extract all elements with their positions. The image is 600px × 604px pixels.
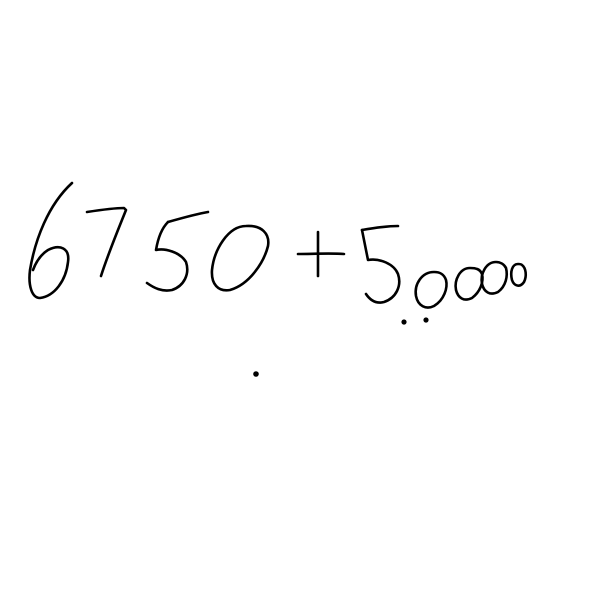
digit-5-second-stroke <box>362 230 399 303</box>
digit-5-second-top-stroke <box>362 226 398 230</box>
digit-5-top-stroke <box>168 212 208 222</box>
stray-dot <box>401 319 406 324</box>
digit-0-fourth-stroke <box>482 262 507 294</box>
digit-0-third-stroke <box>456 268 483 300</box>
digit-7-stroke <box>87 208 126 276</box>
digit-6-stroke <box>29 183 72 298</box>
stray-dot <box>423 317 428 322</box>
digit-0-small-stroke <box>511 264 525 286</box>
digit-5-stroke <box>147 222 187 291</box>
digit-0-stroke <box>212 226 268 290</box>
digit-0-second-stroke <box>416 272 447 308</box>
stray-dot <box>253 371 259 377</box>
